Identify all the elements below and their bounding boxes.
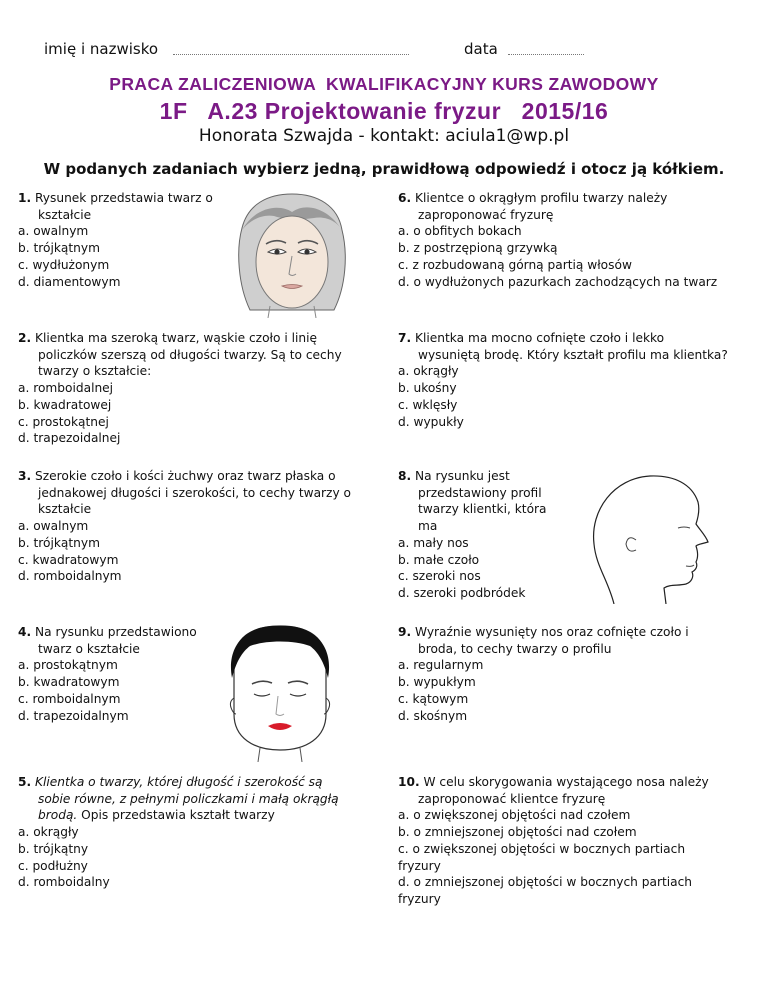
option[interactable]: d. skośnym [398, 708, 468, 723]
option[interactable]: a. okrągły [18, 825, 79, 840]
option[interactable]: a. okrągły [398, 364, 459, 379]
option[interactable]: b. trójkątnym [18, 241, 100, 256]
question-4: 4. Na rysunku przedstawiono twarz o kształcie a. prostokątnym b. kwadratowym c. romboidalnym d. trapezoidalnym [18, 624, 213, 724]
option[interactable]: b. kwadratowej [18, 397, 112, 412]
profile-face-illustration [574, 470, 724, 604]
option[interactable]: a. owalnym [18, 224, 89, 239]
option[interactable]: b. kwadratowym [18, 675, 120, 690]
option[interactable]: a. owalnym [18, 519, 89, 534]
option[interactable]: b. trójkątnym [18, 535, 100, 550]
name-label: imię i nazwisko [44, 40, 159, 58]
option[interactable]: a. romboidalnej [18, 381, 114, 396]
question-9: 9. Wyraźnie wysunięty nos oraz cofnięte czoło i broda, to cechy twarzy o profilu a. regularnym b. wypukłym c. kątowym d. skośnym [398, 624, 728, 724]
question-3: 3. Szerokie czoło i kości żuchwy oraz twarz płaska o jednakowej długości i szerokości, to cechy twarzy o kształcie a. owalnym b. trójkątnym c. kwadratowym d. romboidalnym [18, 468, 358, 585]
option[interactable]: a. o obfitych bokach [398, 224, 522, 239]
option[interactable]: d. wypukły [398, 414, 464, 429]
option[interactable]: b. z postrzępioną grzywką [398, 241, 558, 256]
course-title: PRACA ZALICZENIOWA KWALIFIKACYJNY KURS ZAWODOWY [109, 74, 659, 94]
option[interactable]: a. regularnym [398, 658, 484, 673]
option[interactable]: b. o zmniejszonej objętości nad czołem [398, 825, 637, 840]
option[interactable]: c. z rozbudowaną górną partią włosów [398, 257, 632, 272]
question-8: 8. Na rysunku jest przedstawiony profil twarzy klientki, która ma a. mały nos b. małe czoło c. szeroki nos d. szeroki podbródek [398, 468, 568, 602]
option[interactable]: c. o zwiększonej objętości w bocznych partiach fryzury [398, 841, 686, 873]
option[interactable]: d. trapezoidalnym [18, 708, 129, 723]
name-field[interactable] [173, 54, 409, 55]
date-field[interactable] [508, 54, 584, 55]
question-2: 2. Klientka ma szeroką twarz, wąskie czoło i linię policzków szerszą od długości twarzy. Są to cechy twarzy o kształcie: a. romboidalnej b. kwadratowej c. prostokątnej d. trapezoidalnej [18, 330, 358, 447]
author-contact: Honorata Szwajda - kontakt: aciula1@wp.pl [198, 126, 570, 146]
option[interactable]: d. o wydłużonych pazurkach zachodzących na twarz [398, 274, 718, 289]
question-1: 1. Rysunek przedstawia twarz o kształcie a. owalnym b. trójkątnym c. wydłużonym d. diamentowym [18, 190, 218, 290]
option[interactable]: d. romboidalny [18, 875, 110, 890]
option[interactable]: c. romboidalnym [18, 691, 121, 706]
subject-title: 1F A.23 Projektowanie fryzur 2015/16 [159, 98, 609, 124]
square-face-illustration [220, 622, 340, 762]
option[interactable]: d. trapezoidalnej [18, 431, 121, 446]
option[interactable]: c. podłużny [18, 858, 88, 873]
option[interactable]: c. prostokątnej [18, 414, 109, 429]
option[interactable]: b. trójkątny [18, 841, 89, 856]
option[interactable]: c. kwadratowym [18, 552, 119, 567]
option[interactable]: a. mały nos [398, 535, 469, 550]
date-label: data [464, 40, 498, 58]
option[interactable]: a. o zwiększonej objętości nad czołem [398, 808, 631, 823]
option[interactable]: c. kątowym [398, 691, 469, 706]
option[interactable]: c. wklęsły [398, 397, 458, 412]
option[interactable]: d. o zmniejszonej objętości w bocznych partiach fryzury [398, 875, 693, 906]
option[interactable]: b. wypukłym [398, 675, 476, 690]
option[interactable]: c. szeroki nos [398, 569, 481, 584]
option[interactable]: d. szeroki podbródek [398, 585, 526, 600]
option[interactable]: c. wydłużonym [18, 257, 110, 272]
instruction-text: W podanych zadaniach wybierz jedną, prawidłową odpowiedź i otocz ją kółkiem. [43, 160, 725, 178]
question-5: 5. Klientka o twarzy, której długość i szerokość są sobie równe, z pełnymi policzkami i małą okrągłą brodą. Opis przedstawia kształt twarzy a. okrągły b. trójkątny c. podłużny d. romboidalny [18, 774, 348, 891]
option[interactable]: d. diamentowym [18, 274, 121, 289]
option[interactable]: b. małe czoło [398, 552, 480, 567]
question-6: 6. Klientce o okrągłym profilu twarzy należy zaproponować fryzurę a. o obfitych bokach b. z postrzępioną grzywką c. z rozbudowaną górną partią włosów d. o wydłużonych pazurkach zachodzących na twarz [398, 190, 728, 290]
oval-face-illustration [228, 190, 356, 318]
option[interactable]: b. ukośny [398, 381, 457, 396]
option[interactable]: d. romboidalnym [18, 569, 122, 584]
question-7: 7. Klientka ma mocno cofnięte czoło i lekko wysuniętą brodę. Który kształt profilu ma klientka? a. okrągły b. ukośny c. wklęsły d. wypukły [398, 331, 728, 429]
question-10: 10. W celu skorygowania wystającego nosa należy zaproponować klientce fryzurę a. o zwiększonej objętości nad czołem b. o zmniejszonej objętości nad czołem c. o zwiększonej objętości w bocznych partiach fryzury d. o zmniejszonej objętości w bocznych partiach fryzury [398, 774, 728, 908]
option[interactable]: a. prostokątnym [18, 658, 118, 673]
